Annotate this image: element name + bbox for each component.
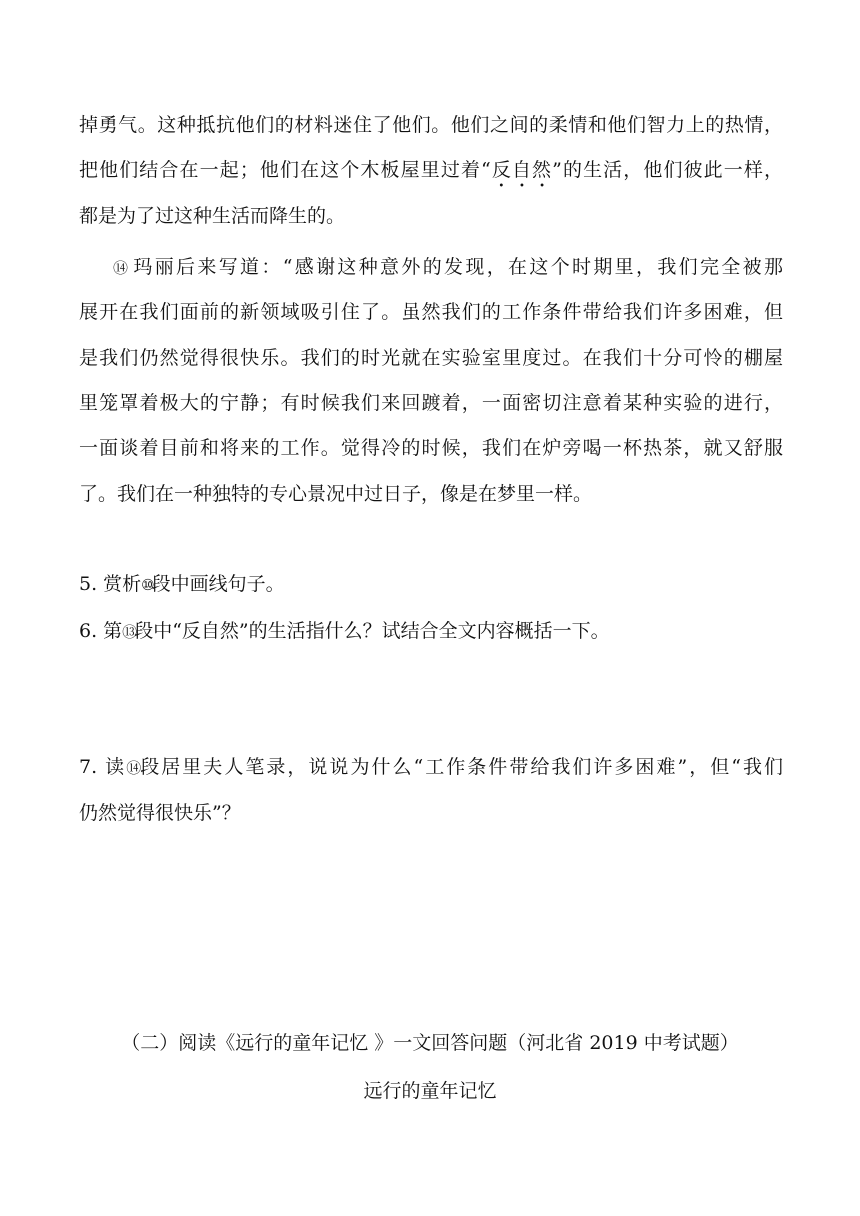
paragraph-number-13: ⑬: [122, 623, 133, 641]
paragraph-number-14: ⑭: [113, 259, 124, 277]
paragraph-14-line-3: 是我们仍然觉得很快乐。我们的时光就在实验室里度过。在我们十分可怜的棚屋: [79, 347, 783, 369]
passage-text: 玛丽后来写道：“感谢这种意外的发现，在这个时期里，我们完全被那: [133, 256, 783, 278]
paragraph-14-line-2: 展开在我们面前的新领域吸引住了。虽然我们的工作条件带给我们许多困难，但: [79, 301, 783, 323]
question-7-line-2: 仍然觉得很快乐”？: [79, 802, 241, 824]
paragraph-14-line-5: 一面谈着目前和将来的工作。觉得冷的时候，我们在炉旁喝一杯热茶，就又舒服: [79, 437, 783, 459]
question-text: 段居里夫人笔录，说说为什么“工作条件带给我们许多困难”，但“我们: [138, 756, 783, 778]
paragraph-14-line-1: [113, 253, 783, 282]
question-6: [79, 617, 783, 646]
passage-text: 把他们结合在一起；他们在这个木板屋里过着“: [79, 159, 491, 181]
question-5: [79, 570, 783, 599]
paragraph-14-line-4: 里笼罩着极大的宁静；有时候我们来回踱着，一面密切注意着某种实验的进行，: [79, 392, 783, 414]
question-7: [79, 753, 783, 782]
passage-line-1: 掉勇气。这种抵抗他们的材料迷住了他们。他们之间的柔情和他们智力上的热情，: [79, 114, 783, 136]
question-text: 段中画线句子。: [151, 573, 285, 595]
question-text: 6. 第: [79, 620, 123, 642]
emphasized-term: 反自然: [490, 159, 553, 181]
question-text: 7. 读: [79, 756, 127, 778]
question-text: 段中“反自然”的生活指什么？试结合全文内容概括一下。: [134, 620, 610, 642]
question-text: 5. 赏析: [79, 573, 142, 595]
passage-text: ”的生活，他们彼此一样，: [552, 159, 783, 181]
article-title: 远行的童年记忆: [363, 1080, 497, 1102]
paragraph-number-14: ⑭: [126, 759, 137, 777]
paragraph-14-line-6: 了。我们在一种独特的专心景况中过日子，像是在梦里一样。: [79, 483, 593, 505]
passage-line-3: 都是为了过这种生活而降生的。: [79, 205, 346, 227]
paragraph-number-10: ⑩: [141, 576, 150, 594]
section-heading: （二）阅读《远行的童年记忆 》一文回答问题（河北省 2019 中考试题）: [121, 1032, 739, 1054]
passage-line-2: [79, 156, 783, 192]
